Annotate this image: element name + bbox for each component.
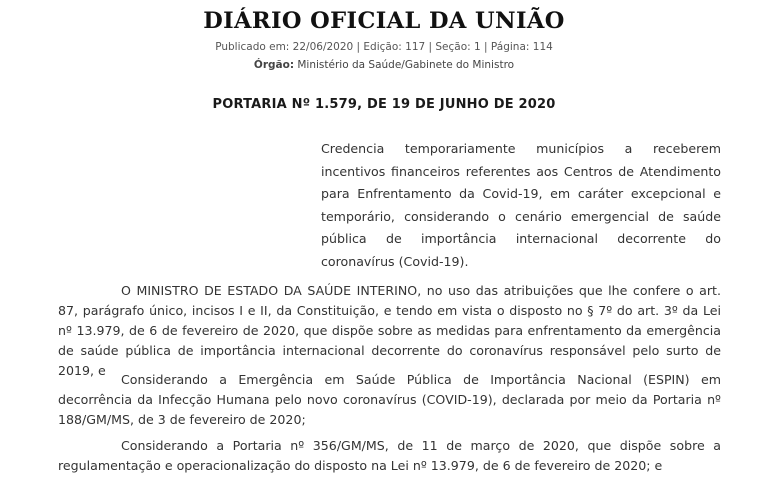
publication-info: Publicado em: 22/06/2020 | Edição: 117 | Seção: 1 | Página: 114 [215,41,553,53]
paragraph-considerando-portaria-356: Considerando a Portaria nº 356/GM/MS, de 11 de março de 2020, que dispõe sobre a regulamentação e operacionalização do disposto na Lei nº 13.979, de 6 de fevereiro de 2020; e [58,438,721,473]
paragraph-preamble: O MINISTRO DE ESTADO DA SAÚDE INTERINO, no uso das atribuições que lhe confere o art. 87, parágrafo único, incisos I e II, da Constituição, e tendo em vista o disposto no § 7º do art. 3º da Lei nº 13.979, de 6 de fevereiro de 2020, que dispõe sobre as medidas para enfrentamento da emergência de saúde pública de importância internacional decorrente do coronavírus responsável pelo surto de 2019, e [58,283,721,378]
orgao-line [0,59,768,71]
orgao-value: Ministério da Saúde/Gabinete do Ministro [297,59,515,71]
paragraph-considerando-espin: Considerando a Emergência em Saúde Pública de Importância Nacional (ESPIN) em decorrência da Infecção Humana pelo novo coronavírus (COVID-19), declarada por meio da Portaria nº 188/GM/MS, de 3 de fevereiro de 2020; [58,372,721,427]
document-title: PORTARIA Nº 1.579, DE 19 DE JUNHO DE 2020 [212,97,556,112]
ementa-text: Credencia temporariamente municípios a receberem incentivos financeiros referentes aos Centros de Atendimento para Enfrentamento da Covid-19, em caráter excepcional e temporário, considerando o cenário emergencial de saúde pública de importância internacional decorrente do coronavírus (Covid-19). [321,141,721,269]
orgao-label: Órgão: [253,59,295,71]
newspaper-title: DIÁRIO OFICIAL DA UNIÃO [203,8,565,34]
